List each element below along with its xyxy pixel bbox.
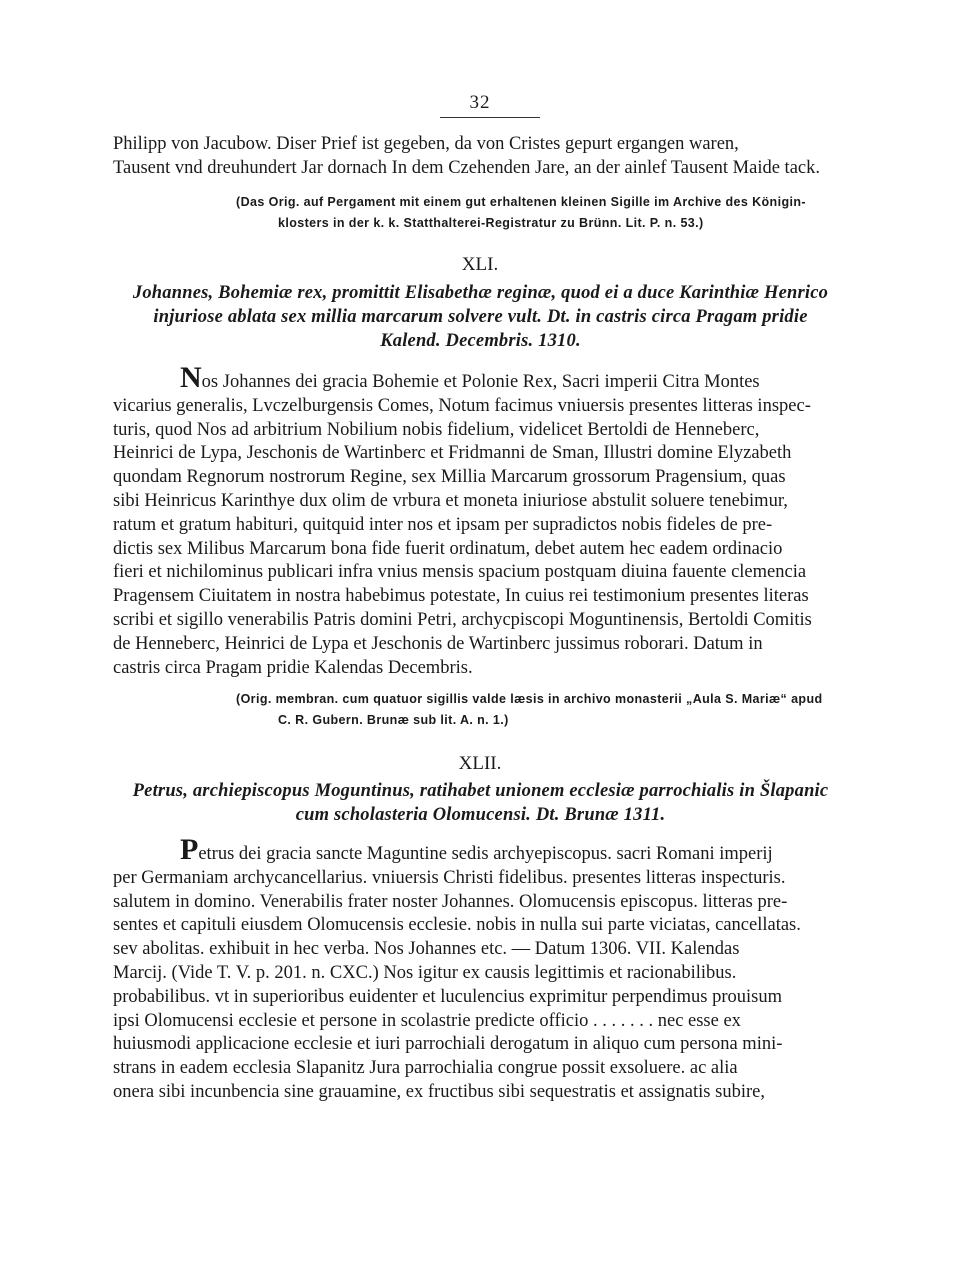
summary-line: injuriose ablata sex millia marcarum solvere vult. Dt. in castris circa Pragam pridie (153, 307, 808, 327)
doc41-number: XLI. (461, 254, 499, 275)
body-line: sibi Heinricus Karinthye dux olim de vrbura et moneta iniuriose abstulit soluere tenebimur, (113, 490, 788, 511)
summary-line: Johannes, Bohemiæ rex, promittit Elisabethæ reginæ, quod ei a duce Karinthiæ Henrico (132, 283, 829, 303)
note-line: C. R. Gubern. Brunæ sub lit. A. n. 1.) (278, 713, 509, 727)
dropcap: P (180, 833, 199, 866)
header-rule (440, 117, 540, 118)
doc41-body (113, 361, 848, 680)
doc42-body (113, 833, 848, 1105)
body-line: onera sibi incunbencia sine grauamine, ex fructibus sibi sequestratis et assignatis subire, (113, 1081, 765, 1102)
body-line: castris circa Pragam pridie Kalendas Decembris. (113, 657, 473, 678)
doc41-summary (113, 281, 848, 353)
body-line: Pragensem Ciuitatem in nostra habebimus potestate, In cuius rei testimonium presentes literas (113, 586, 809, 607)
first-line-text: os Johannes dei gracia Bohemie et Polonie Rex, Sacri imperii Citra Montes (201, 372, 760, 392)
body-line: ratum et gratum habituri, quitquid inter nos et ipsam per supradictos nobis fideles de pre- (113, 514, 773, 535)
body-line: scribi et sigillo venerabilis Patris domini Petri, archycpiscopi Moguntinensis, Bertoldi Comitis (113, 609, 812, 630)
body-line: huiusmodi applicacione ecclesie et iuri parrochiali derogatum in aliquo cum persona mini- (113, 1034, 783, 1055)
intro-note (236, 192, 848, 234)
body-line: ipsi Olomucensi ecclesie et persone in scolastrie predicte officio . . . . . . . nec esse ex (113, 1010, 741, 1031)
note-line: klosters in der k. k. Statthalterei-Registratur zu Brünn. Lit. P. n. 53.) (278, 216, 704, 230)
intro-line: Philipp von Jacubow. Diser Prief ist gegeben, da von Cristes gepurt ergangen waren, (113, 134, 739, 154)
summary-line: Kalend. Decembris. 1310. (380, 331, 581, 351)
dropcap: N (180, 361, 202, 394)
body-line: strans in eadem ecclesia Slapanitz Jura parrochialia congrue possit exsoluere. ac alia (113, 1058, 738, 1079)
body-line: salutem in domino. Venerabilis frater noster Johannes. Olomucensis episcopus. litteras pre- (113, 891, 788, 912)
note-line: (Das Orig. auf Pergament mit einem gut erhaltenen kleinen Sigille im Archive des Königin- (236, 195, 806, 209)
intro-line: Tausent vnd dreuhundert Jar dornach In dem Czehenden Jare, an der ainlef Tausent Maide tack. (113, 157, 820, 178)
body-first-line (113, 361, 848, 395)
body-line: sentes et capituli eiusdem Olomucensis ecclesie. nobis in nulla sui parte viciatas, cancellatas. (113, 915, 801, 936)
page-number: 32 (469, 92, 491, 113)
body-line: Heinrici de Lypa, Jeschonis de Wartinberc et Fridmanni de Sman, Illustri domine Elyzabeth (113, 443, 792, 464)
body-line: per Germaniam archycancellarius. vniuersis Christi fidelibus. presentes litteras inspecturis. (113, 867, 786, 888)
note-line: (Orig. membran. cum quatuor sigillis valde læsis in archivo monasterii „Aula S. Mariæ“ apud (236, 692, 823, 706)
body-first-line (113, 833, 848, 867)
body-line: sev abolitas. exhibuit in hec verba. Nos Johannes etc. — Datum 1306. VII. Kalendas (113, 939, 740, 960)
body-line: turis, quod Nos ad arbitrium Nobilium nobis fidelium, videlicet Bertoldi de Henneberc, (113, 419, 760, 440)
doc42-summary (113, 779, 848, 827)
body-line: probabilibus. vt in superioribus euidenter et luculencius exprimitur perpendimus prouisum (113, 986, 782, 1007)
body-line: de Henneberc, Heinrici de Lypa et Jeschonis de Wartinberc jussimus roborari. Datum in (113, 633, 763, 654)
summary-line: Petrus, archiepiscopus Moguntinus, ratihabet unionem ecclesiæ parrochialis in Šlapanic (132, 781, 829, 801)
doc42-number: XLII. (458, 753, 502, 774)
body-line: vicarius generalis, Lvczelburgensis Comes, Notum facimus vniuersis presentes litteras inspec- (113, 395, 811, 416)
intro-text (113, 133, 848, 181)
summary-line: cum scholasteria Olomucensi. Dt. Brunæ 1311. (295, 805, 666, 825)
body-line: Marcij. (Vide T. V. p. 201. n. CXC.) Nos igitur ex causis legittimis et racionabilibus. (113, 962, 737, 983)
doc41-note (236, 689, 848, 731)
body-line: fieri et nichilominus publicari infra vnius mensis spacium postquam diuina fauente clemencia (113, 562, 807, 583)
first-line-text: etrus dei gracia sancte Maguntine sedis archyepiscopus. sacri Romani imperij (198, 844, 773, 864)
body-line: dictis sex Milibus Marcarum bona fide fuerit ordinatum, debet autem hec eadem ordinacio (113, 538, 783, 559)
body-line: quondam Regnorum nostrorum Regine, sex Millia Marcarum grossorum Pragensium, quas (113, 467, 786, 488)
